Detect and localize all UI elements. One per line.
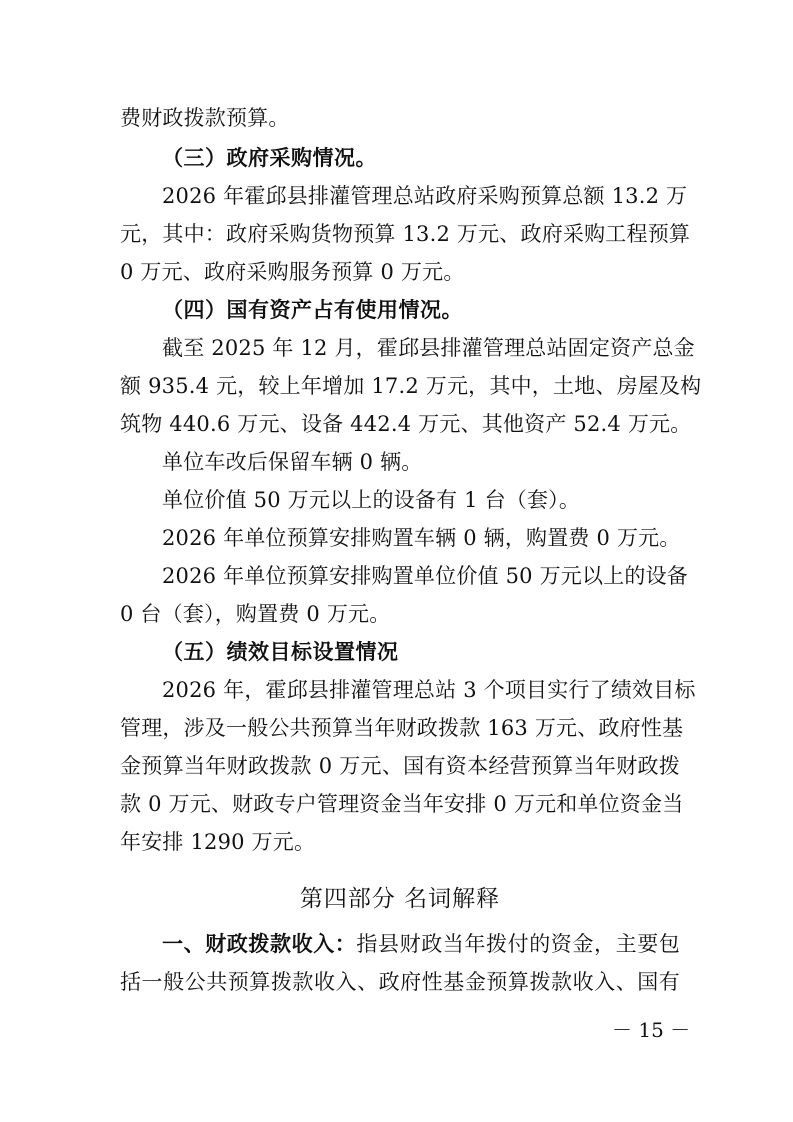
- paragraph-line: 年安排 1290 万元。: [120, 830, 316, 854]
- paragraph-line: 2026 年单位预算安排购置车辆 0 辆，购置费 0 万元。: [162, 526, 681, 550]
- paragraph-line: 款 0 万元、财政专户管理资金当年安排 0 万元和单位资金当: [120, 792, 684, 816]
- paragraph-line: 0 台（套），购置费 0 万元。: [120, 602, 391, 626]
- definition-line: [162, 931, 680, 957]
- paragraph-line: 筑物 440.6 万元、设备 442.4 万元、其他资产 52.4 万元。: [120, 412, 692, 436]
- paragraph-line: 单位价值 50 万元以上的设备有 1 台（套）。: [162, 488, 581, 512]
- paragraph-line: 括一般公共预算拨款收入、政府性基金预算拨款收入、国有: [120, 970, 680, 994]
- heading-state-assets: （四）国有资产占有使用情况。: [162, 298, 463, 322]
- heading-performance-targets: （五）绩效目标设置情况: [162, 640, 399, 664]
- section-title: 第四部分 名词解释: [299, 886, 501, 912]
- paragraph-line: 费财政拨款预算。: [120, 106, 290, 130]
- page-number: － 15 －: [612, 1018, 691, 1042]
- paragraph-line: 金预算当年财政拨款 0 万元、国有资本经营预算当年财政拨: [120, 754, 680, 778]
- definition-text: 指县财政当年拨付的资金，主要包: [356, 932, 680, 956]
- paragraph-line: 额 935.4 元，较上年增加 17.2 万元，其中，土地、房屋及构: [120, 374, 702, 398]
- term-label: 一、财政拨款收入：: [162, 932, 357, 956]
- paragraph-line: 2026 年单位预算安排购置单位价值 50 万元以上的设备: [162, 564, 688, 588]
- heading-government-procurement: （三）政府采购情况。: [162, 146, 377, 170]
- paragraph-line: 截至 2025 年 12 月，霍邱县排灌管理总站固定资产总金: [162, 336, 695, 360]
- paragraph-line: 0 万元、政府采购服务预算 0 万元。: [120, 260, 465, 284]
- paragraph-line: 管理，涉及一般公共预算当年财政拨款 163 万元、政府性基: [120, 716, 684, 740]
- paragraph-line: 2026 年，霍邱县排灌管理总站 3 个项目实行了绩效目标: [162, 678, 696, 702]
- paragraph-line: 2026 年霍邱县排灌管理总站政府采购预算总额 13.2 万: [162, 184, 688, 208]
- paragraph-line: 元，其中：政府采购货物预算 13.2 万元、政府采购工程预算: [120, 222, 691, 246]
- paragraph-line: 单位车改后保留车辆 0 辆。: [162, 450, 423, 474]
